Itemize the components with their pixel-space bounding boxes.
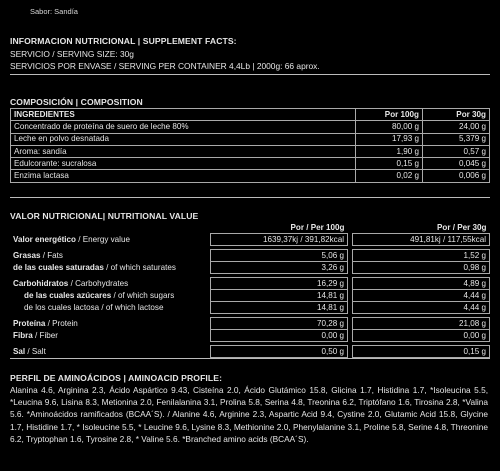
nutrient-per30: 1,52 g bbox=[353, 250, 490, 262]
nutrient-name-en: / Energy value bbox=[78, 234, 130, 244]
nutrition-row-sugars bbox=[10, 290, 490, 302]
nutrient-per30: 21,08 g bbox=[353, 318, 490, 330]
nutrient-name: Sal bbox=[13, 346, 26, 356]
amino-profile-text: Alanina 4.6, Arginina 2.3, Ácido Aspártico 9.43, Cisteína 2.0, Ácido Glutámico 15.8, Glicina 1.7, Histidina 1.7, *Isoleucina 5.5, *Leucina 9.6, Lisina 8.3, Metionina 2.0, Fenilalanina 3.1, Prolina 5.8, Serina 4.8, Treonina 6.2, Triptófano 1.6, Tirosina 2.8, *Valina 5.6. *Aminoácidos ramificados (BCAA´S). / Alanine 4.6, Arginine 2.3, Aspartic Acid 9.4, Cystine 2.0, Glutamic Acid 15.8, Glycine 1.7, Histidine 1.7, * Isoleucine 5.5, * Leucine 9.6, Lysine 8.3, Methionine 2.0, Phenylalanine 3.1, Proline 5.8, Serine 4.8, Threonine 6.2, Tryptophan 1.6, Tyrosine 2.8, * Valine 5.6. *Branched amino acids (BCAA´S). bbox=[10, 385, 488, 444]
ingredient-name: Edulcorante: sucralosa bbox=[11, 158, 356, 170]
nutrient-name: Proteína bbox=[13, 318, 46, 328]
nutrient-per30: 4,89 g bbox=[353, 278, 490, 290]
nutrient-name: Fibra bbox=[13, 330, 33, 340]
serving-size: SERVICIO / SERVING SIZE: 30g bbox=[10, 49, 134, 59]
nutrient-per30: 4,44 g bbox=[353, 290, 490, 302]
nutrient-per100: 5,06 g bbox=[211, 250, 348, 262]
supplement-facts-title: INFORMACION NUTRICIONAL | SUPPLEMENT FACTS: bbox=[10, 36, 237, 46]
nutrient-per30: 0,98 g bbox=[353, 262, 490, 274]
nutrient-per100: 3,26 g bbox=[211, 262, 348, 274]
nutrient-per100: 0,50 g bbox=[211, 346, 348, 358]
nutrient-name: de las cuales azúcares bbox=[24, 290, 112, 300]
nutrient-per100: 1639,37kj / 391,82kcal bbox=[211, 234, 348, 246]
ingredient-name: Enzima lactasa bbox=[11, 170, 356, 182]
nutrition-row-saturates bbox=[10, 262, 490, 274]
nutrient-name-en: / of which sugars bbox=[113, 290, 175, 300]
nutrition-row-fiber bbox=[10, 330, 490, 342]
nutrient-per30: 4,44 g bbox=[353, 302, 490, 314]
nutrition-row-energy bbox=[10, 234, 490, 246]
nutrient-per30: 0,15 g bbox=[353, 346, 490, 358]
nutrition-header-row bbox=[10, 222, 490, 234]
nutrient-name: Valor energético bbox=[13, 234, 76, 244]
ingredient-name: Leche en polvo desnatada bbox=[11, 133, 356, 145]
nutrient-name: de los cuales lactosa bbox=[24, 302, 100, 312]
nutrient-per30: 0,00 g bbox=[353, 330, 490, 342]
nutrition-row-fats bbox=[10, 250, 490, 262]
nutrition-row-protein bbox=[10, 318, 490, 330]
divider bbox=[10, 358, 490, 359]
flavor-label: Sabor: Sandía bbox=[30, 7, 78, 16]
composition-row bbox=[11, 121, 490, 133]
ingredient-per100: 80,00 g bbox=[356, 121, 423, 133]
composition-title: COMPOSICIÓN | COMPOSITION bbox=[10, 97, 143, 107]
nutrient-name: de las cuales saturadas bbox=[13, 262, 104, 272]
nutrient-name-en: / of which lactose bbox=[101, 302, 164, 312]
nutrition-header-per30: Por / Per 30g bbox=[437, 222, 487, 232]
nutrient-name-en: / Fats bbox=[42, 250, 63, 260]
nutrient-name-en: / of which saturates bbox=[106, 262, 176, 272]
ingredient-name: Concentrado de proteína de suero de leche 80% bbox=[11, 121, 356, 133]
composition-header-ingredients: INGREDIENTES bbox=[11, 109, 356, 121]
composition-header-per30: Por 30g bbox=[423, 109, 490, 121]
nutrient-per100: 16,29 g bbox=[211, 278, 348, 290]
composition-row bbox=[11, 170, 490, 182]
nutrient-per30: 491,81kj / 117,55kcal bbox=[353, 234, 490, 246]
ingredient-per30: 24,00 g bbox=[423, 121, 490, 133]
composition-row bbox=[11, 158, 490, 170]
nutrition-row-carbohydrates bbox=[10, 278, 490, 290]
ingredient-per30: 0,57 g bbox=[423, 145, 490, 157]
nutrition-title: VALOR NUTRICIONAL| NUTRITIONAL VALUE bbox=[10, 211, 199, 221]
divider bbox=[10, 197, 490, 198]
ingredient-per30: 0,006 g bbox=[423, 170, 490, 182]
ingredient-per100: 1,90 g bbox=[356, 145, 423, 157]
nutrient-name-en: / Fiber bbox=[35, 330, 58, 340]
nutrition-header-per100: Por / Per 100g bbox=[290, 222, 345, 232]
nutrient-name-en: / Protein bbox=[47, 318, 78, 328]
nutrition-row-salt bbox=[10, 346, 490, 358]
servings-per-container: SERVICIOS POR ENVASE / SERVING PER CONTAINER 4,4Lb | 2000g: 66 aprox. bbox=[10, 61, 320, 71]
composition-table bbox=[10, 108, 490, 183]
nutrient-name: Grasas bbox=[13, 250, 41, 260]
nutrition-row-lactose bbox=[10, 302, 490, 314]
composition-header-row bbox=[11, 109, 490, 121]
nutrient-name-en: / Carbohydrates bbox=[70, 278, 129, 288]
ingredient-per100: 0,15 g bbox=[356, 158, 423, 170]
ingredient-per30: 0,045 g bbox=[423, 158, 490, 170]
nutrient-per100: 0,00 g bbox=[211, 330, 348, 342]
composition-row bbox=[11, 133, 490, 145]
composition-header-per100: Por 100g bbox=[356, 109, 423, 121]
nutrient-per100: 14,81 g bbox=[211, 302, 348, 314]
ingredient-per100: 17,93 g bbox=[356, 133, 423, 145]
ingredient-name: Aroma: sandía bbox=[11, 145, 356, 157]
nutrition-table bbox=[10, 222, 490, 358]
ingredient-per30: 5,379 g bbox=[423, 133, 490, 145]
nutrient-name-en: / Salt bbox=[27, 346, 46, 356]
composition-row bbox=[11, 145, 490, 157]
divider bbox=[10, 74, 490, 75]
nutrient-per100: 70,28 g bbox=[211, 318, 348, 330]
nutrient-name: Carbohidratos bbox=[13, 278, 69, 288]
ingredient-per100: 0,02 g bbox=[356, 170, 423, 182]
nutrient-per100: 14,81 g bbox=[211, 290, 348, 302]
amino-title: PERFIL DE AMINOÁCIDOS | AMINOACID PROFILE: bbox=[10, 373, 223, 383]
